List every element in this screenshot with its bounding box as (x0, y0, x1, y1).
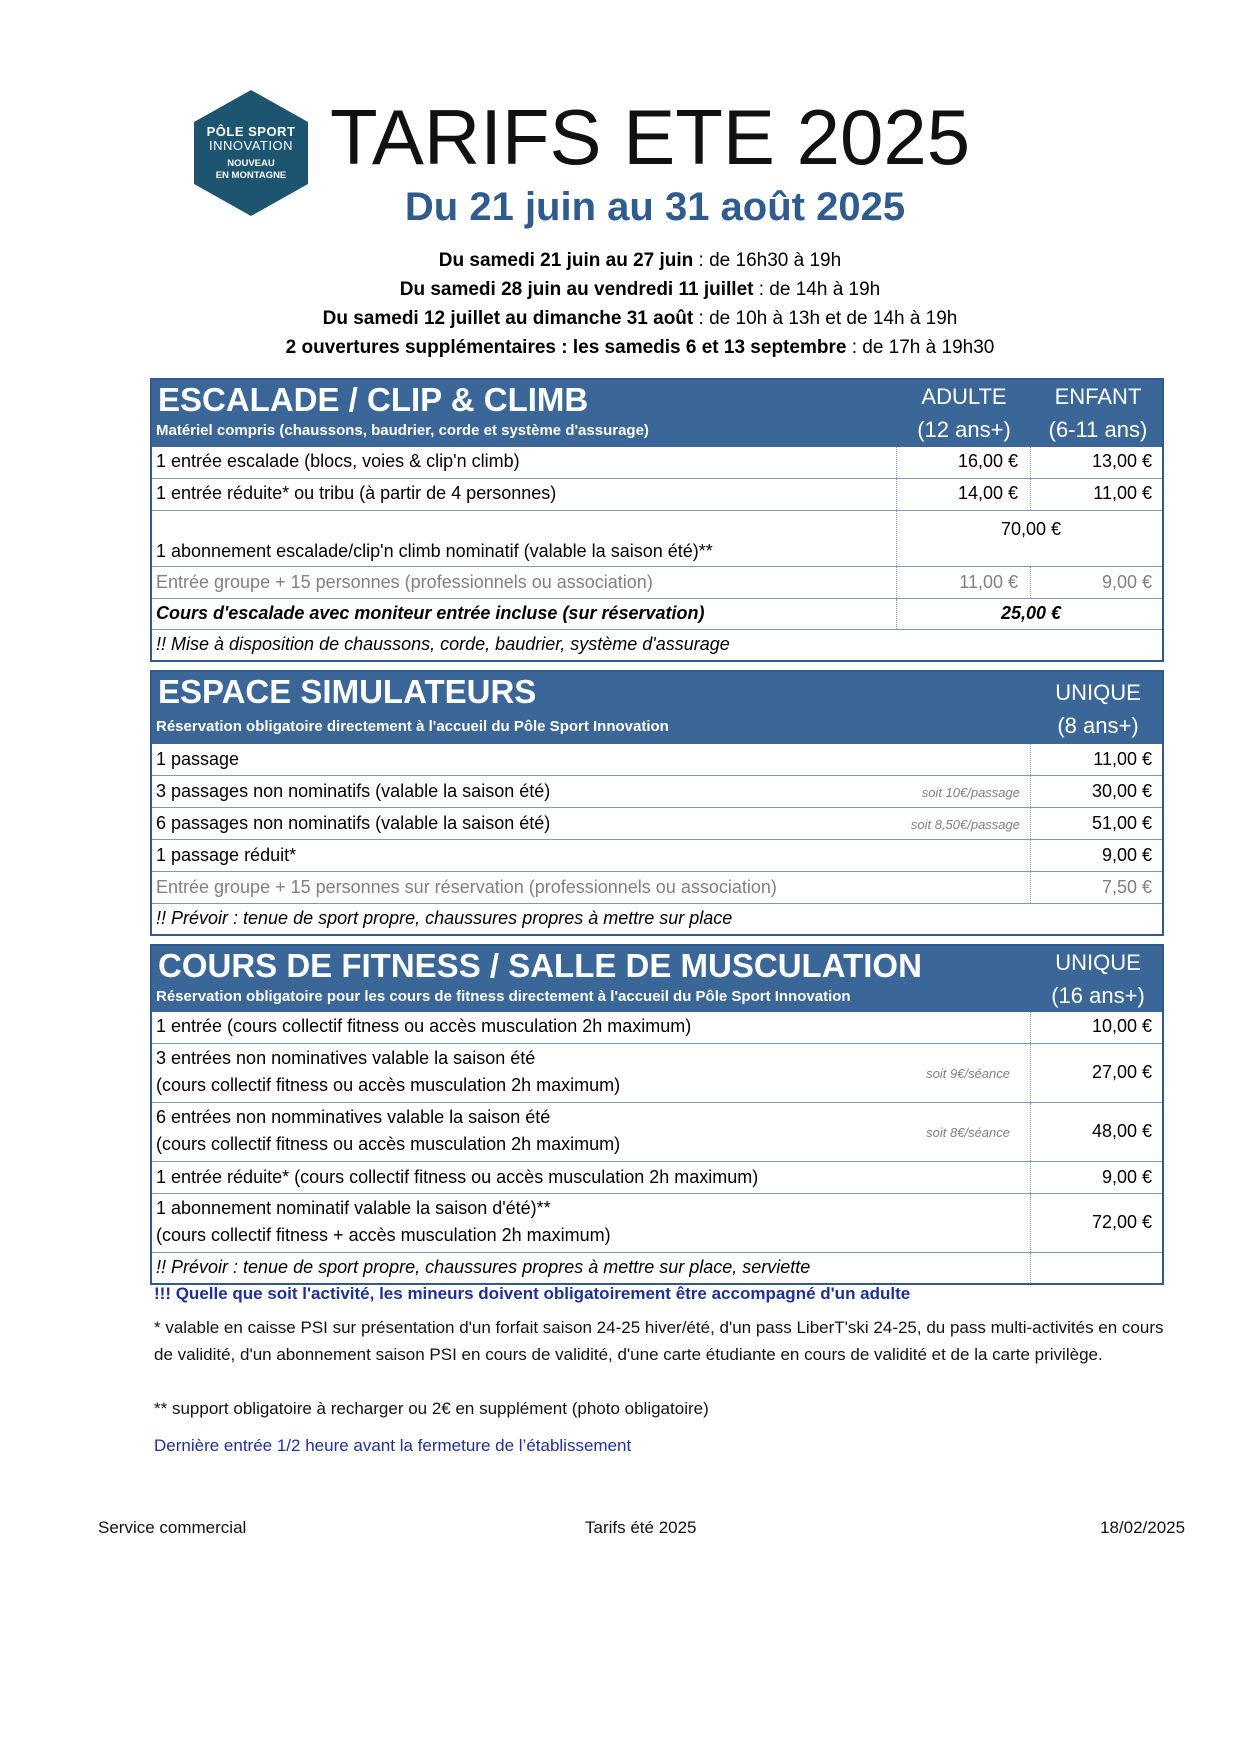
simulateurs-title: ESPACE SIMULATEURS (158, 673, 537, 710)
table-row: 1 entrée réduite* ou tribu (à partir de 4 personnes) 14,00 € 11,00 € (152, 479, 1162, 511)
table-row: !! Prévoir : tenue de sport propre, chaussures propres à mettre sur place (156, 908, 733, 928)
unique-column-header: UNIQUE (16 ans+) (1051, 950, 1145, 1008)
fitness-title: COURS DE FITNESS / SALLE DE MUSCULATION (158, 947, 922, 984)
fitness-header (152, 946, 1162, 1012)
lesson-price: 25,00 € (1000, 603, 1062, 623)
table-row: Entrée groupe + 15 personnes (professionnels ou association) 11,00 € 9,00 € (152, 567, 1162, 599)
adult-price: 16,00 € (957, 451, 1018, 471)
price: 72,00 € (1091, 1212, 1152, 1232)
child-column-header: ENFANT (6-11 ans) (1048, 384, 1148, 442)
page-subtitle: Du 21 juin au 31 août 2025 (404, 185, 906, 229)
price: 30,00 € (1091, 781, 1152, 801)
fitness-section (150, 944, 1164, 1285)
unique-column-header: UNIQUE (8 ans+) (1055, 680, 1141, 738)
table-row: 3 passages non nominatifs (valable la saison été) soit 10€/passage 30,00 € (152, 776, 1162, 808)
footer-left: Service commercial (98, 1518, 247, 1537)
price: 27,00 € (1091, 1062, 1152, 1082)
schedule-line: Du samedi 12 juillet au dimanche 31 août : de 10h à 13h et de 14h à 19h (322, 308, 958, 329)
opening-schedule (160, 246, 1120, 362)
table-row: 3 entrées non nominatives valable la saison été (cours collectif fitness ou accès musculation 2h maximum) soit 9€/séance 27,00 € (152, 1044, 1162, 1103)
footer-center: Tarifs été 2025 (585, 1518, 697, 1537)
table-row: 1 abonnement nominatif valable la saison d'été)** (cours collectif fitness + accès musculation 2h maximum) 72,00 € (152, 1194, 1162, 1253)
last-entry-note: Dernière entrée 1/2 heure avant la fermeture de l’établissement (154, 1436, 632, 1455)
logo (186, 88, 316, 218)
schedule-line: 2 ouvertures supplémentaires : les samedis 6 et 13 septembre : de 17h à 19h30 (285, 337, 995, 358)
simulateurs-section (150, 670, 1164, 936)
table-row: 6 passages non nominatifs (valable la saison été) soit 8,50€/passage 51,00 € (152, 808, 1162, 840)
page-title: TARIFS ETE 2025 (330, 93, 971, 181)
table-row: 1 entrée (cours collectif fitness ou accès musculation 2h maximum) 10,00 € (152, 1012, 1162, 1044)
schedule-line: Du samedi 21 juin au 27 juin : de 16h30 à 19h (438, 250, 842, 271)
escalade-section (150, 378, 1164, 662)
unit-price-note: soit 10€/passage (921, 785, 1020, 800)
child-price: 13,00 € (1091, 451, 1152, 471)
table-row: Cours d'escalade avec moniteur entrée incluse (sur réservation) 25,00 € (152, 599, 1162, 630)
adult-price: 11,00 € (959, 572, 1018, 592)
table-row: Entrée groupe + 15 personnes sur réservation (professionnels ou association) 7,50 € (152, 872, 1162, 904)
adult-price: 14,00 € (957, 483, 1018, 503)
table-row: 1 entrée réduite* (cours collectif fitness ou accès musculation 2h maximum) 9,00 € (152, 1162, 1162, 1194)
escalade-header (152, 380, 1162, 447)
price: 10,00 € (1091, 1016, 1152, 1036)
table-row: 1 passage 11,00 € (152, 744, 1162, 776)
price: 7,50 € (1101, 877, 1152, 897)
unit-price-note: soit 8,50€/passage (910, 817, 1020, 832)
price: 51,00 € (1091, 813, 1152, 833)
footnote-reduced: * valable en caisse PSI sur présentation d'un forfait saison 24-25 hiver/été, d'un pass LiberT'ski 24-25, du pass multi-activités en cours de validité, d'un abonnement saison PSI en cours de validité, d'une carte étudiante en cours de validité et de la carte privilège. (154, 1318, 1164, 1364)
logo-line-1: PÔLE SPORT (206, 123, 296, 139)
footnote-support: ** support obligatoire à recharger ou 2€ en supplément (photo obligatoire) (154, 1399, 709, 1418)
logo-line-2: INNOVATION (209, 137, 293, 153)
escalade-title: ESCALADE / CLIP & CLIMB (158, 381, 589, 418)
price: 48,00 € (1091, 1121, 1152, 1141)
subscription-price: 70,00 € (1000, 519, 1062, 539)
footer-right: 18/02/2025 (1100, 1518, 1186, 1537)
minors-warning: !!! Quelle que soit l'activité, les mineurs doivent obligatoirement être accompagné d'un adulte (154, 1284, 911, 1303)
unit-price-note: soit 9€/séance (926, 1066, 1010, 1081)
price: 9,00 € (1101, 1167, 1152, 1187)
table-row: !! Prévoir : tenue de sport propre, chaussures propres à mettre sur place, serviette (152, 1253, 1162, 1283)
child-price: 9,00 € (1101, 572, 1152, 592)
fitness-subtitle: Réservation obligatoire pour les cours de fitness directement à l'accueil du Pôle Sport Innovation (156, 988, 851, 1005)
table-row: 1 entrée escalade (blocs, voies & clip'n climb) 16,00 € 13,00 € (152, 447, 1162, 479)
price: 11,00 € (1093, 749, 1152, 769)
child-price: 11,00 € (1093, 483, 1152, 503)
escalade-subtitle: Matériel compris (chaussons, baudrier, corde et système d'assurage) (156, 422, 649, 439)
simulateurs-header (152, 672, 1162, 744)
schedule-line: Du samedi 28 juin au vendredi 11 juillet : de 14h à 19h (399, 279, 881, 300)
price: 9,00 € (1101, 845, 1152, 865)
logo-line-3: NOUVEAU (227, 157, 275, 169)
unit-price-note: soit 8€/séance (926, 1125, 1010, 1140)
adult-column-header: ADULTE (12 ans+) (917, 384, 1011, 442)
simulateurs-subtitle: Réservation obligatoire directement à l'accueil du Pôle Sport Innovation (156, 718, 669, 735)
logo-line-4: EN MONTAGNE (215, 169, 287, 181)
table-row: !! Mise à disposition de chaussons, corde, baudrier, système d'assurage (156, 634, 730, 654)
table-row: 1 passage réduit* 9,00 € (152, 840, 1162, 872)
table-row: 6 entrées non nomminatives valable la saison été (cours collectif fitness ou accès musculation 2h maximum) soit 8€/séance 48,00 € (152, 1103, 1162, 1162)
table-row: 1 abonnement escalade/clip'n climb nominatif (valable la saison été)** 70,00 € (152, 511, 1162, 567)
